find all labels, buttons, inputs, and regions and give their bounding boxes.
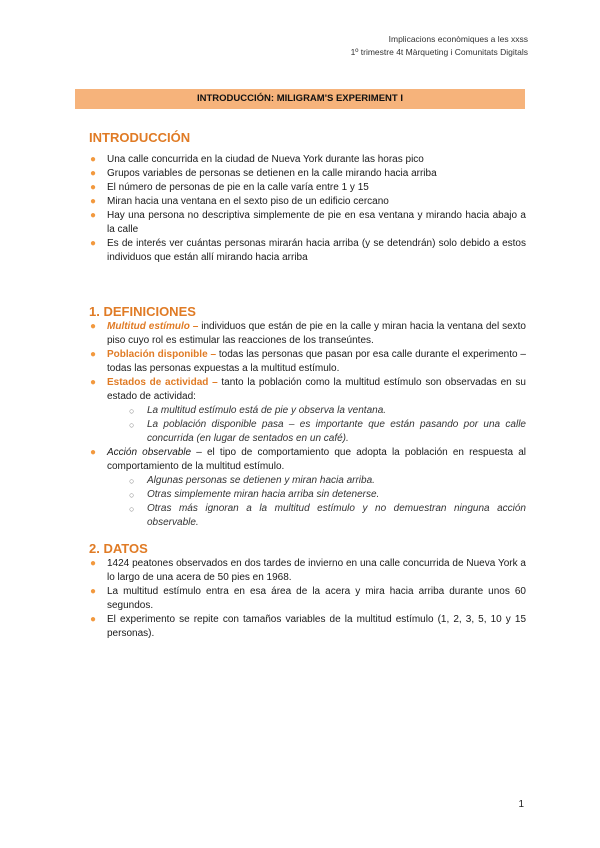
bullet-icon: ● <box>90 614 97 625</box>
definition-item: ● Estados de actividad – tanto la población como la multitud estímulo son observadas en su estado de actividad: ○ La multitud estímulo está de pie y observa la ventana. ○ La población disponible pasa – es importante que están pasando por una calle concurrida (en lugar de sentados en un café). <box>90 377 526 444</box>
list-item: ● La multitud estímulo entra en esa área de la acera y mira hacia arriba durante unos 60 segundos. <box>90 586 526 611</box>
definition-term: Acción observable <box>107 447 192 458</box>
sub-list <box>129 404 526 446</box>
circle-bullet-icon: ○ <box>129 406 135 416</box>
sub-list-item: ○ La multitud estímulo está de pie y observa la ventana. <box>129 405 387 416</box>
sub-list-item: ○ Otras simplemente miran hacia arriba sin detenerse. <box>129 489 380 500</box>
circle-bullet-icon: ○ <box>129 490 135 500</box>
sub-list-item: ○ La población disponible pasa – es importante que están pasando por una calle concurrida (en lugar de sentados en un café). <box>129 419 526 444</box>
definition-item: ● Población disponible – todas las personas que pasan por esa calle durante el experimento – todas las personas expuestas a la multitud estímulo. <box>90 349 526 374</box>
bullet-icon: ● <box>90 238 97 249</box>
bullet-icon: ● <box>90 321 97 332</box>
list-item: ● Grupos variables de personas se detienen en la calle mirando hacia arriba <box>90 168 437 179</box>
list-item: ● 1424 peatones observados en dos tardes de invierno en una calle concurrida de Nueva York a lo largo de una acera de 50 pies en 1968. <box>90 558 526 583</box>
bullet-icon: ● <box>90 196 97 207</box>
bullet-icon: ● <box>90 154 97 165</box>
datos-heading: 2. DATOS <box>89 541 148 556</box>
header-course-subtitle: 1º trimestre 4t Màrqueting i Comunitats Digitals <box>350 47 528 57</box>
document-title-banner: INTRODUCCIÓN: MILIGRAM'S EXPERIMENT I <box>75 89 525 109</box>
bullet-icon: ● <box>90 447 97 458</box>
bullet-icon: ● <box>90 586 97 597</box>
definition-item: ● Multitud estímulo – individuos que están de pie en la calle y miran hacia la ventana del sexto piso cuyo rol es estimular las reacciones de los transeúntes. <box>90 321 526 346</box>
list-item: ● Hay una persona no descriptiva simplemente de pie en esa ventana y mirando hacia abajo a la calle <box>90 210 526 235</box>
header-course-title: Implicacions econòmiques a les xxss <box>388 34 528 44</box>
list-item: ● El experimento se repite con tamaños variables de la multitud estímulo (1, 2, 3, 5, 10 y 15 personas). <box>90 614 526 639</box>
circle-bullet-icon: ○ <box>129 476 135 486</box>
page-header <box>351 33 528 59</box>
bullet-icon: ● <box>90 210 97 221</box>
definition-term: Multitud estímulo – <box>107 321 199 332</box>
definition-term: Población disponible – <box>107 349 217 360</box>
bullet-icon: ● <box>90 558 97 569</box>
circle-bullet-icon: ○ <box>129 504 135 514</box>
definition-item: ● Acción observable – el tipo de comportamiento que adopta la población en respuesta al comportamiento de la multitud estímulo. ○ Algunas personas se detienen y miran hacia arriba. ○ Otras simplemente miran hacia arriba sin detenerse. ○ Otras más ignoran a la multitud estímulo y no demuestran ninguna acción observable. <box>90 447 526 528</box>
definiciones-list <box>89 320 526 530</box>
bullet-icon: ● <box>90 349 97 360</box>
intro-list <box>89 153 526 265</box>
datos-list <box>89 557 526 641</box>
sub-list-item: ○ Otras más ignoran a la multitud estímulo y no demuestran ninguna acción observable. <box>129 503 526 528</box>
bullet-icon: ● <box>90 182 97 193</box>
definition-term: Estados de actividad – <box>107 377 218 388</box>
list-item: ● Es de interés ver cuántas personas mirarán hacia arriba (y se detendrán) solo debido a estos individuos que están allí mirando hacia arriba <box>90 238 526 263</box>
bullet-icon: ● <box>90 168 97 179</box>
list-item: ● El número de personas de pie en la calle varía entre 1 y 15 <box>90 182 369 193</box>
page-number: 1 <box>518 799 524 810</box>
bullet-icon: ● <box>90 377 97 388</box>
list-item: ● Miran hacia una ventana en el sexto piso de un edificio cercano <box>90 196 389 207</box>
list-item: ● Una calle concurrida en la ciudad de Nueva York durante las horas pico <box>90 154 424 165</box>
sub-list <box>129 474 526 530</box>
intro-heading: INTRODUCCIÓN <box>89 130 191 145</box>
definiciones-heading: 1. DEFINICIONES <box>89 304 196 319</box>
circle-bullet-icon: ○ <box>129 420 135 430</box>
sub-list-item: ○ Algunas personas se detienen y miran hacia arriba. <box>129 475 375 486</box>
